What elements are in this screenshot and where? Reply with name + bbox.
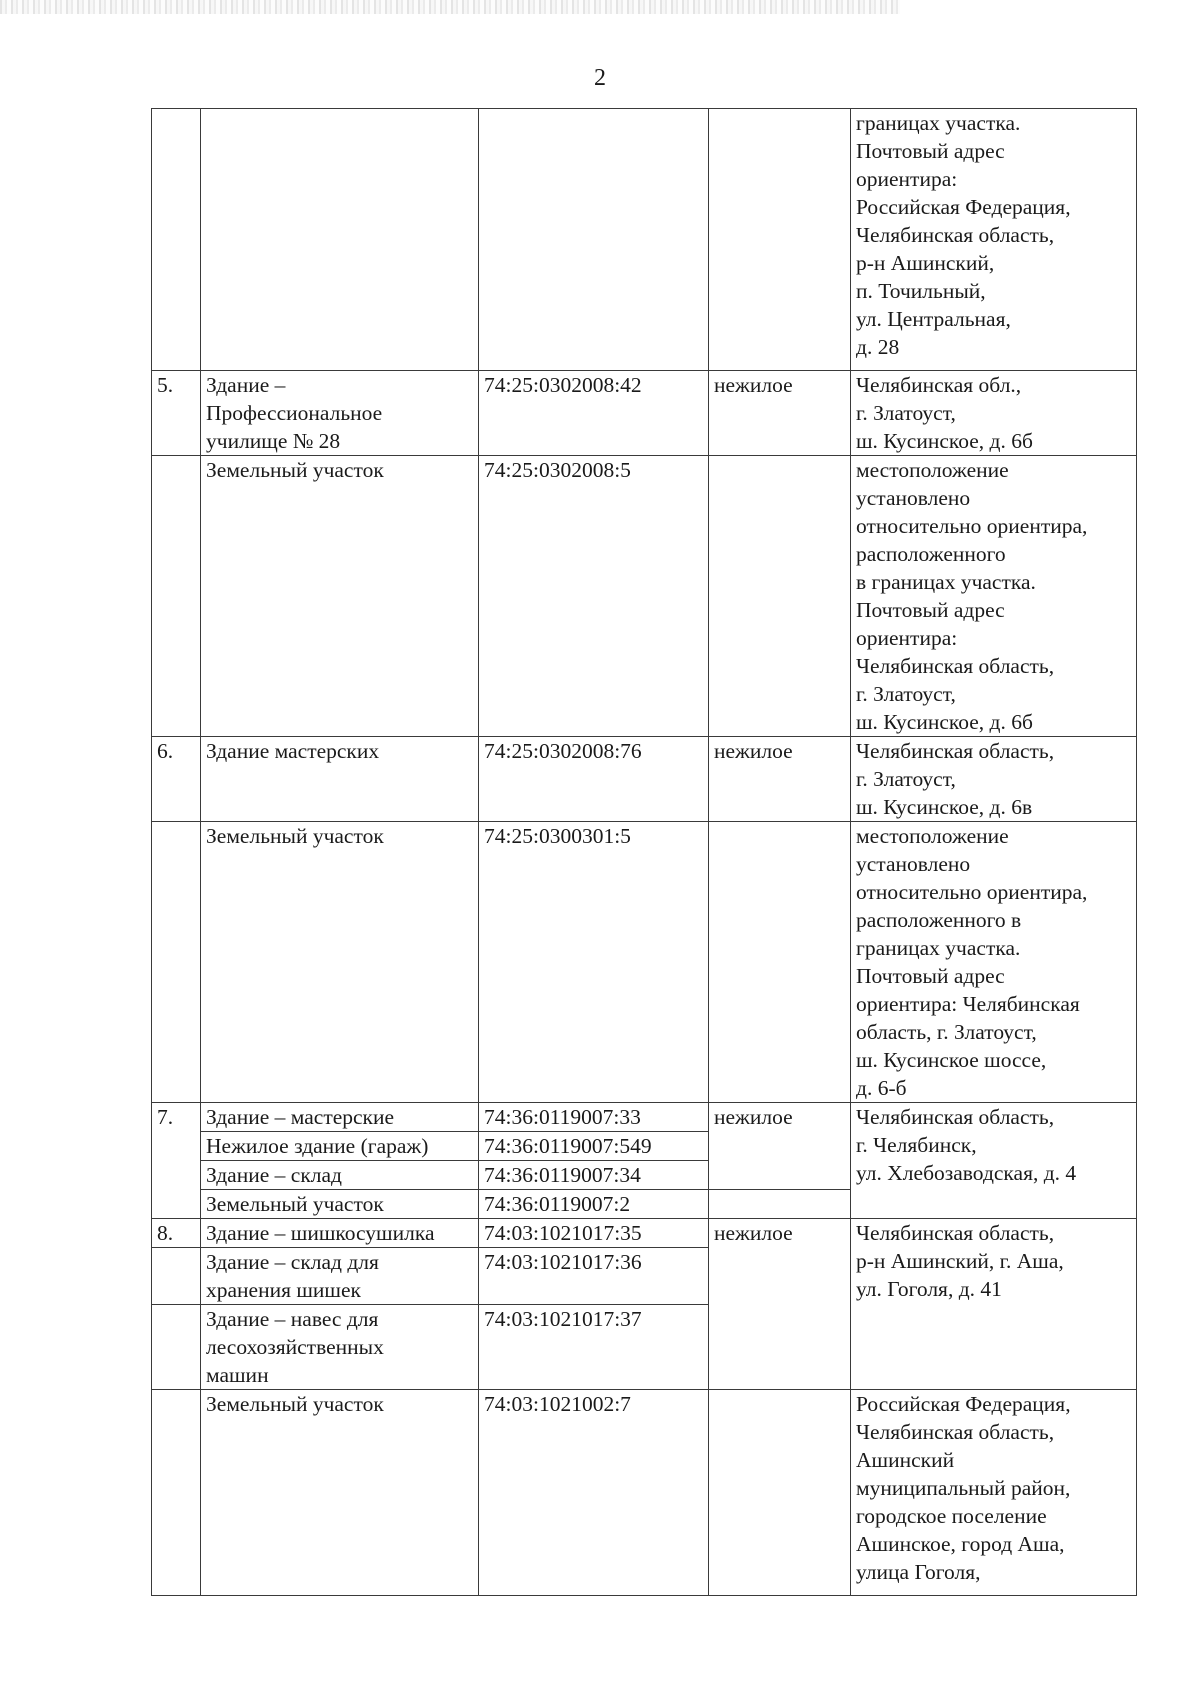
table-row-6-land [152, 822, 1137, 1103]
cadastral-number: 74:36:0119007:34 [479, 1161, 709, 1190]
scan-noise-strip [0, 0, 900, 14]
text-line: г. Златоуст, [856, 682, 956, 706]
text-line: г. Челябинск, [856, 1133, 977, 1157]
text-line: ш. Кусинское, д. 6б [856, 710, 1033, 734]
purpose-empty [709, 456, 851, 737]
row-number: 6. [152, 737, 201, 822]
text-line: Челябинская область, [856, 1105, 1055, 1129]
address [851, 737, 1137, 822]
purpose-empty [709, 822, 851, 1103]
cadastral-number: 74:03:1021017:35 [479, 1219, 709, 1248]
object-name: Земельный участок [201, 456, 479, 737]
text-line: Здание – навес для [206, 1307, 379, 1331]
object-name: Здание мастерских [201, 737, 479, 822]
cadastral-number: 74:03:1021017:36 [479, 1248, 709, 1305]
text-line: ш. Кусинское, д. 6в [856, 795, 1033, 819]
text-line: Почтовый адрес [856, 598, 1005, 622]
cell-num [152, 109, 201, 371]
text-line: Почтовый адрес [856, 139, 1005, 163]
text-line: лесохозяйственных [206, 1335, 384, 1359]
text-line: относительно ориентира, [856, 880, 1088, 904]
text-line: область, г. Златоуст, [856, 1020, 1037, 1044]
text-line: расположенного в [856, 908, 1022, 932]
object-name: Земельный участок [201, 1390, 479, 1596]
purpose: нежилое [709, 371, 851, 456]
text-line: Ашинское, город Аша, [856, 1532, 1065, 1556]
text-line: хранения шишек [206, 1278, 361, 1302]
text-line: установлено [856, 486, 971, 510]
text-line: Челябинская обл., [856, 373, 1022, 397]
text-line: Здание – [206, 373, 286, 397]
address [851, 1219, 1137, 1390]
text-line: д. 28 [856, 335, 900, 359]
text-line: муниципальный район, [856, 1476, 1071, 1500]
text-line: д. 6-б [856, 1076, 907, 1100]
object-name: Здание – склад [201, 1161, 479, 1190]
table-row-6 [152, 737, 1137, 822]
text-line: ш. Кусинское шоссе, [856, 1048, 1047, 1072]
cell-cadastral [479, 109, 709, 371]
text-line: границах участка. [856, 111, 1021, 135]
cell-num-empty [152, 456, 201, 737]
text-line: ул. Центральная, [856, 307, 1011, 331]
text-line: п. Точильный, [856, 279, 986, 303]
cell-address [851, 109, 1137, 371]
text-line: Здание – склад для [206, 1250, 379, 1274]
cadastral-number: 74:36:0119007:33 [479, 1103, 709, 1132]
text-line: Челябинская область, [856, 223, 1055, 247]
text-line: Ашинский [856, 1448, 955, 1472]
text-line: относительно ориентира, [856, 514, 1088, 538]
address [851, 822, 1137, 1103]
text-line: ориентира: [856, 626, 958, 650]
text-line: Российская Федерация, [856, 1392, 1071, 1416]
text-line: установлено [856, 852, 971, 876]
cadastral-number: 74:25:0302008:5 [479, 456, 709, 737]
text-line: местоположение [856, 458, 1009, 482]
property-table [151, 108, 1137, 1596]
object-name [201, 1219, 479, 1248]
cell-purpose [709, 109, 851, 371]
cadastral-number: 74:25:0302008:42 [479, 371, 709, 456]
text-line: Челябинская область, [856, 654, 1055, 678]
text-line: Здание – шишкосушилка [206, 1221, 435, 1245]
object-name: Здание – мастерские [201, 1103, 479, 1132]
text-line: ул. Гоголя, д. 41 [856, 1277, 1002, 1301]
text-line: городское поселение [856, 1504, 1047, 1528]
address [851, 1390, 1137, 1596]
page-number: 2 [594, 65, 606, 91]
address [851, 456, 1137, 737]
text-line: машин [206, 1363, 269, 1387]
text-line: г. Златоуст, [856, 401, 956, 425]
row-number: 5. [152, 371, 201, 456]
text-line: Российская Федерация, [856, 195, 1071, 219]
table-row-8-land [152, 1390, 1137, 1596]
address [851, 371, 1137, 456]
cadastral-number: 74:25:0302008:76 [479, 737, 709, 822]
cell-name [201, 109, 479, 371]
object-name: Земельный участок [201, 1190, 479, 1219]
text-line: местоположение [856, 824, 1009, 848]
object-name [201, 1305, 479, 1390]
cell-num-empty [152, 1390, 201, 1596]
text-line: расположенного [856, 542, 1006, 566]
object-name [201, 371, 479, 456]
text-line: ориентира: [856, 167, 958, 191]
text-line: Профессиональное [206, 401, 383, 425]
text-line: ул. Хлебозаводская, д. 4 [856, 1161, 1077, 1185]
table-row-8 [152, 1219, 1137, 1248]
text-line: ориентира: Челябинская [856, 992, 1080, 1016]
table-row-continuation [152, 109, 1137, 371]
table-row-5-land [152, 456, 1137, 737]
purpose: нежилое [709, 1219, 851, 1390]
text-line: р-н Ашинский, г. Аша, [856, 1249, 1064, 1273]
row-number: 7. [152, 1103, 201, 1219]
address [851, 1103, 1137, 1219]
cell-num-empty [152, 1305, 201, 1390]
object-name: Земельный участок [201, 822, 479, 1103]
cadastral-number: 74:03:1021017:37 [479, 1305, 709, 1390]
text-line: улица Гоголя, [856, 1560, 981, 1584]
text-line: Челябинская область, [856, 1420, 1055, 1444]
cadastral-number: 74:03:1021002:7 [479, 1390, 709, 1596]
text-line: в границах участка. [856, 570, 1036, 594]
object-name: Нежилое здание (гараж) [201, 1132, 479, 1161]
table-row-7 [152, 1103, 1137, 1132]
text-line: Челябинская область, [856, 1221, 1055, 1245]
purpose-empty [709, 1190, 851, 1219]
purpose: нежилое [709, 1103, 851, 1190]
text-line: Почтовый адрес [856, 964, 1005, 988]
object-name [201, 1248, 479, 1305]
text-line: границах участка. [856, 936, 1021, 960]
cadastral-number: 74:25:0300301:5 [479, 822, 709, 1103]
cell-num-empty [152, 1248, 201, 1305]
text-line: г. Златоуст, [856, 767, 956, 791]
text-line: Челябинская область, [856, 739, 1055, 763]
text-line: училище № 28 [206, 429, 341, 453]
purpose: нежилое [709, 737, 851, 822]
table-row-5 [152, 371, 1137, 456]
cadastral-number: 74:36:0119007:549 [479, 1132, 709, 1161]
row-number: 8. [152, 1219, 201, 1248]
purpose-empty [709, 1390, 851, 1596]
cell-num-empty [152, 822, 201, 1103]
text-line: ш. Кусинское, д. 6б [856, 429, 1033, 453]
cadastral-number: 74:36:0119007:2 [479, 1190, 709, 1219]
text-line: р-н Ашинский, [856, 251, 995, 275]
